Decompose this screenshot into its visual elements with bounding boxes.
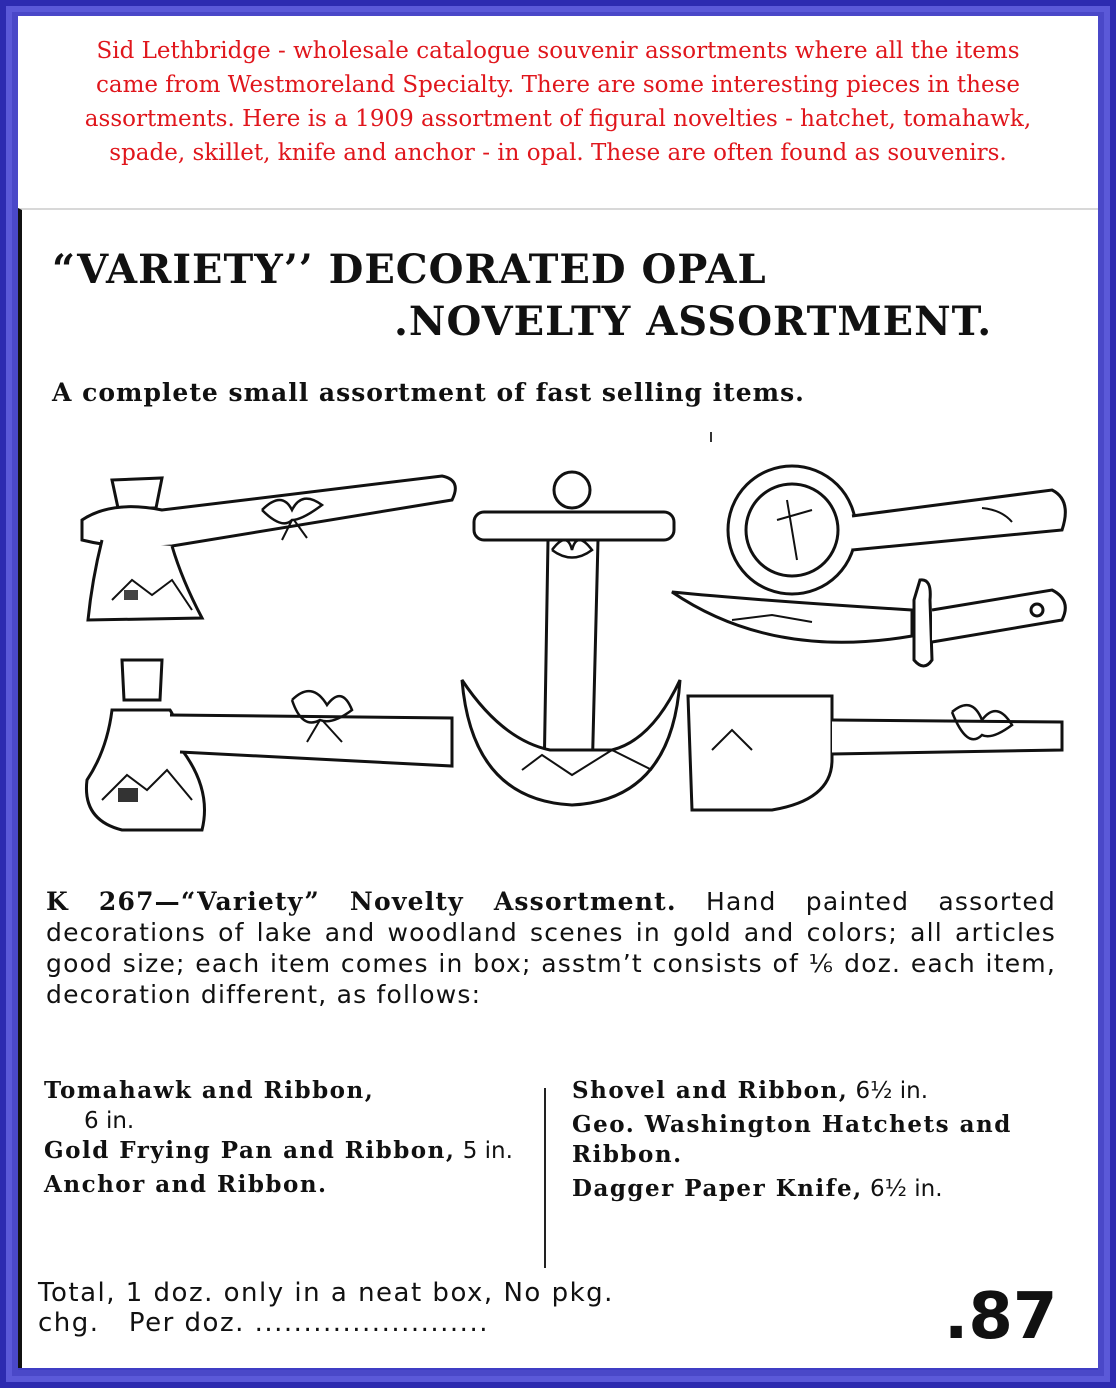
column-divider xyxy=(544,1088,546,1268)
caption-text: Sid Lethbridge - wholesale catalogue souvenir assortments where all the items came from Westmoreland Specialty. There are some interesting pieces in these assortments. Here is a 1909 assortment of figural novelties - hatchet, tomahawk, spade, skillet, knife and anchor - in opal. These are often found as souvenirs. xyxy=(84,38,1032,166)
items-right-column xyxy=(572,1076,1062,1204)
price: .87 xyxy=(944,1280,1058,1354)
list-item: Anchor and Ribbon. xyxy=(44,1171,328,1198)
item-description xyxy=(46,886,1056,1010)
title-line-2: .NOVELTY ASSORTMENT. xyxy=(394,298,993,345)
list-item: Dagger Paper Knife, 6½ in. xyxy=(572,1175,943,1202)
total-line xyxy=(38,1278,918,1338)
list-item: Tomahawk and Ribbon, xyxy=(44,1077,375,1104)
items-left-column xyxy=(44,1076,524,1200)
anchor-illustration xyxy=(462,472,680,805)
frying-pan-illustration xyxy=(728,466,1065,594)
catalogue-clipping xyxy=(18,208,1098,1368)
dagger-illustration xyxy=(672,580,1065,666)
title-line-1: “VARIETY’’ DECORATED OPAL xyxy=(52,246,767,293)
list-item: Geo. Washington Hatchets and Ribbon. xyxy=(572,1111,1012,1168)
list-item: Shovel and Ribbon, 6½ in. xyxy=(572,1077,929,1104)
shovel-illustration xyxy=(688,696,1062,810)
tomahawk-illustration xyxy=(86,660,452,830)
page xyxy=(18,16,1098,1368)
list-item-size: 6 in. xyxy=(84,1108,135,1134)
item-number: K 267—“Variety” Novelty Assortment. xyxy=(46,887,677,916)
description-body: Hand painted assorted decorations of lake and woodland scenes in gold and colors; all articles good size; each item comes in box; asstm’t consists of ⅙ doz. each item, decoration different, as follows: xyxy=(46,887,1056,1009)
list-item: Gold Frying Pan and Ribbon, 5 in. xyxy=(44,1137,513,1164)
hatchet-illustration xyxy=(82,476,455,620)
novelty-illustrations xyxy=(52,450,1072,870)
subtitle: A complete small assortment of fast selling items. xyxy=(52,378,805,407)
total-line-2: chg. Per doz. ........................ xyxy=(38,1308,489,1338)
total-line-1: Total, 1 doz. only in a neat box, No pkg. xyxy=(38,1278,614,1308)
print-mark xyxy=(710,432,712,442)
